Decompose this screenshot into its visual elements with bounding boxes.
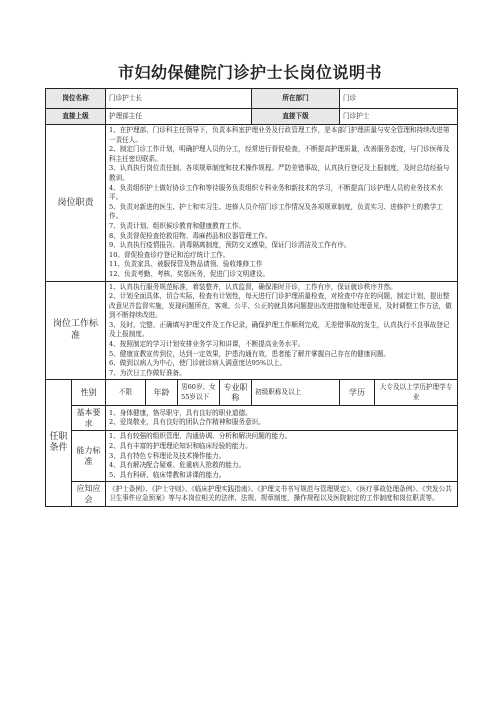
duty-item: 10、督促检查诊疗登记和治疗统计工作。 [109, 250, 230, 259]
duty-item: 5、负责对新进的医生、护士和实习生、进修人员介绍门诊工作情况及各项规章制度，负责实习、进修护士的教学工作。 [109, 202, 443, 221]
age-value: 男60岁、女55岁以下 [178, 380, 220, 406]
duty-item: 12、负责考勤、考核、奖惩医务，促进门诊文明建设。 [109, 269, 270, 278]
basic-item: 1、身体健康，恪尽职守，具有良好的职业道德。 [109, 408, 252, 417]
duty-item: 9、认真执行疫情报告、消毒隔离制度，预防交叉感染，保证门诊清洁及工作有序。 [109, 241, 351, 250]
standard-item: 1、认真执行服务规范标准，着装整齐，认真监督，确保准时开诊，工作有序，保证就诊秩序井然。 [109, 282, 397, 291]
basic-item: 2、爱岗敬业，具有良好的团队合作精神和服务意识。 [109, 418, 265, 427]
edu-label: 学历 [340, 380, 375, 406]
duty-item: 7、负责计划、组织候诊教育和健康教育工作。 [109, 221, 246, 230]
document-title: 市妇幼保健院门诊护士长岗位说明书 [117, 63, 382, 82]
subordinate-label: 直接下级 [252, 109, 340, 125]
title-label: 专业职称 [220, 380, 252, 406]
dept-label: 所在部门 [252, 89, 340, 109]
ability-item: 3、具有特色专科理论及技术操作能力。 [109, 451, 226, 460]
superior-value: 护理部主任 [106, 109, 252, 125]
title-value: 初级职称及以上 [252, 380, 340, 406]
standard-item: 3、及时、完整、正确填写护理文件及工作记录，确保护理工作顺利完成，无差错事故的发生，认真执行不良事故登记及上报制度。 [109, 320, 450, 339]
duty-item: 2、制定门诊工作计划，明确护理人员的分工，经常进行督促检查，不断提高护理质量，改善服务态度，与门诊医师及科主任密切联系。 [109, 145, 450, 163]
standard-item: 7、为次日工作做好准备。 [109, 368, 186, 377]
knowledge-content: 《护士条例》、《护士守则》、《临床护理实践指南》、《护理文书书写规范与管理规定》、《医疗事故处理条例》、《突发公共卫生事件应急预案》等与本岗位相关的法律、法规、规章制度，操作规程以及医院制定的工作制度和岗位职责等。 [106, 482, 458, 507]
superior-row [46, 109, 458, 125]
standard-item: 5、健康宣教宣传到位，达到一定效果，护患沟通有效，患者能了解并掌握自己存在的健康问题。 [109, 349, 391, 358]
superior-label: 直接上级 [46, 109, 106, 125]
dept-value: 门诊 [340, 89, 458, 109]
edu-value: 大专及以上学历护理学专业 [375, 380, 458, 406]
gender-label: 性别 [72, 380, 106, 406]
duties-row [46, 125, 458, 282]
standards-content [106, 281, 458, 380]
age-label: 年龄 [146, 380, 178, 406]
duties-label: 岗位职责 [46, 125, 106, 282]
basic-content [106, 406, 458, 431]
basic-requirements-row [46, 406, 458, 431]
knowledge-row [46, 482, 458, 507]
duty-item: 1、在护理部、门诊科主任领导下，负责本科室护理业务及行政管理工作，是本部门护理质量与安全管理和持续改进第一责任人。 [109, 126, 450, 144]
gender-value: 不限 [106, 380, 146, 406]
basic-label: 基本要求 [72, 406, 106, 431]
subordinate-value: 门诊护士 [340, 109, 458, 125]
standard-item: 4、按照制定的学习计划安排业务学习和讲课，不断提高业务水平。 [109, 340, 305, 349]
ability-label: 能力标准 [72, 431, 106, 482]
ability-item: 1、具有较强的组织管理、沟通协调、分析和解决问题的能力。 [109, 432, 292, 441]
standards-row [46, 281, 458, 380]
job-description-table [45, 88, 458, 507]
post-name-row [46, 89, 458, 109]
ability-item: 4、具有解决配合疑难、危重病人抢救的能力。 [109, 461, 246, 470]
duty-item: 4、负责组织护士做好协诊工作和等待服务负责组织专科业务和新技术的学习，不断提高门诊护理人员的业务技术水平。 [109, 183, 443, 202]
standards-label: 岗位工作标准 [46, 281, 106, 380]
qualifications-label: 任职条件 [46, 380, 72, 507]
ability-item: 5、具有科研、临床带教和讲课的能力。 [109, 470, 226, 479]
ability-row [46, 431, 458, 482]
post-name-value: 门诊护士长 [106, 89, 252, 109]
duty-item: 3、认真执行岗位责任制、各项规章制度和技术操作规程。严防差错事故，认真执行登记及上报制度，及时总结经验与教训。 [109, 164, 450, 182]
duty-item: 11、负责家具、被服保管及物品请领、验收维修工作 [109, 260, 263, 269]
post-name-label: 岗位名称 [46, 89, 106, 109]
duties-content [106, 125, 458, 282]
standard-item: 6、做到以病人为中心，使门诊就诊病人满意度达95%以上。 [109, 359, 287, 368]
knowledge-label: 应知应会 [72, 482, 106, 507]
ability-content [106, 431, 458, 482]
standard-item: 2、计划全面具体，切合实际，检查有计划性，每天进行门诊护理质量检查，对检查中存在的问题，制定计划，提出整改意见并监督实施，发现问题所在，客观、公平、公正的就具体问题提出改进措施和处理意见，及时调整工作方法，做到不断持续改进。 [109, 292, 452, 320]
qualification-basics-row [46, 380, 458, 406]
ability-item: 2、具有丰富的护理理论知识和临床经验的能力。 [109, 442, 252, 451]
duty-item: 8、负责督促检查抢救用物、毒麻药品和仪器管理工作。 [109, 231, 272, 240]
